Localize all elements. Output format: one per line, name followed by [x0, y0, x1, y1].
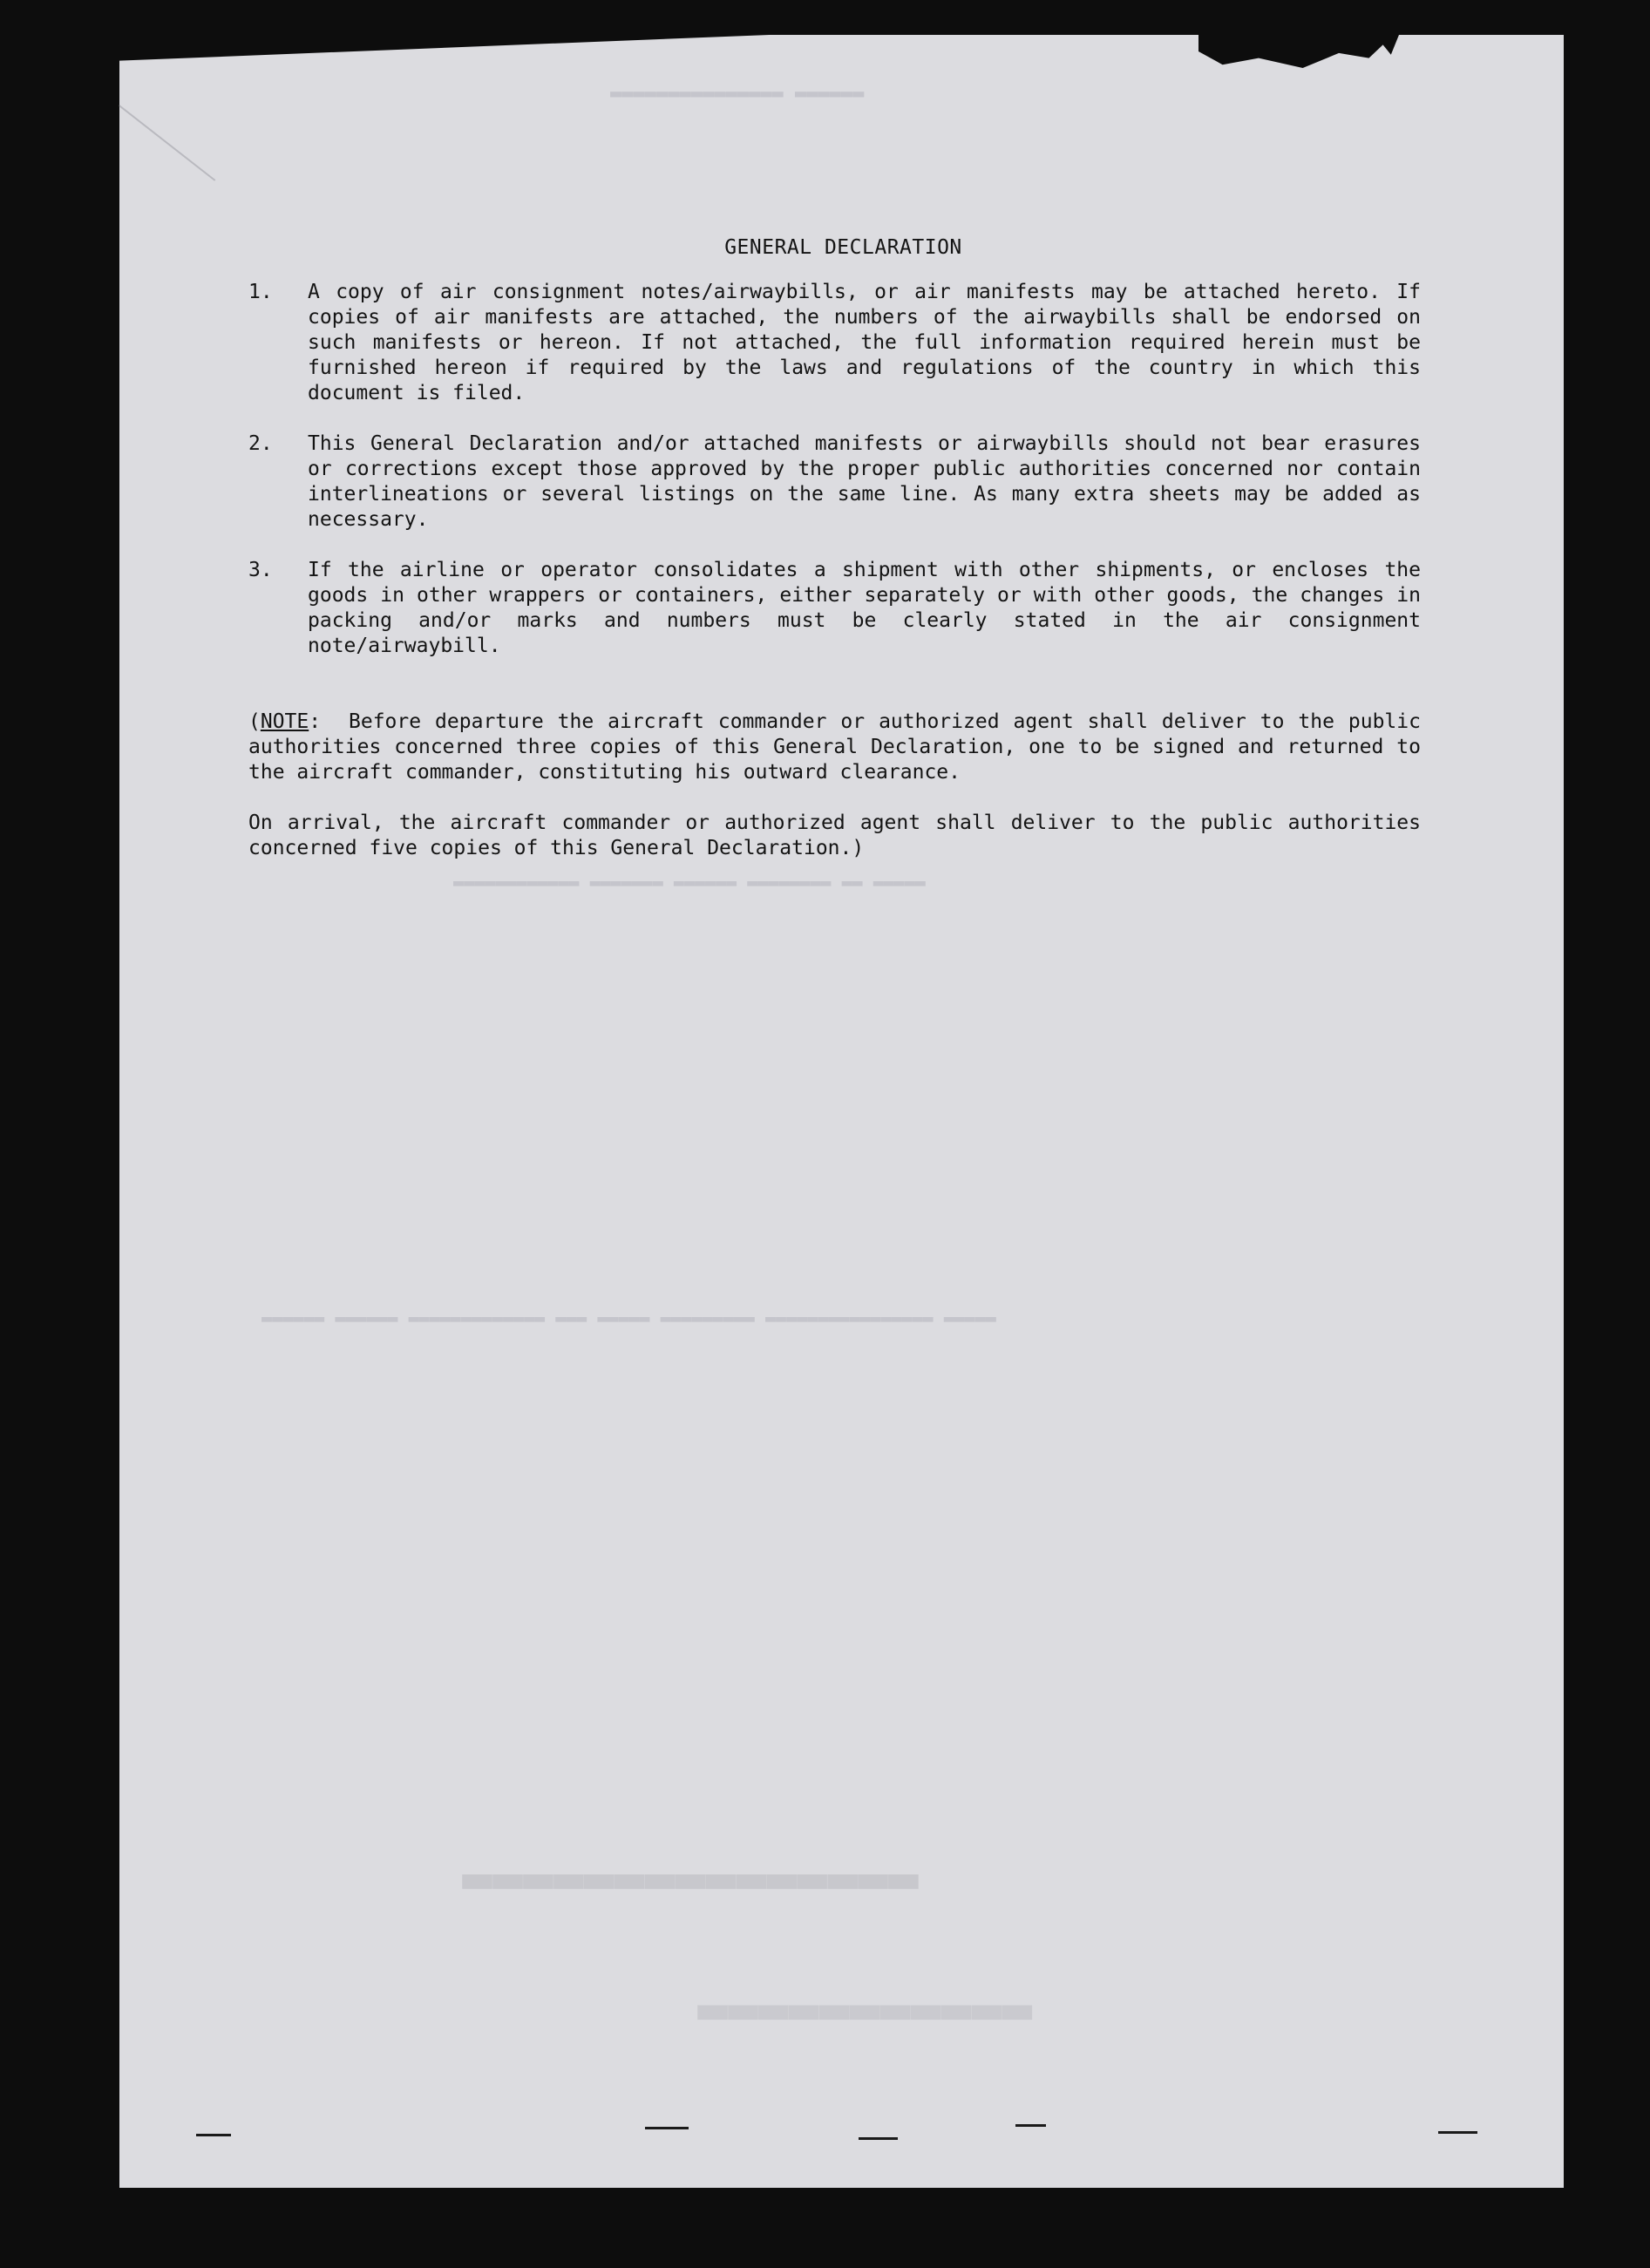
- note-text: Before departure the aircraft commander or authorized agent shall deliver to the public authorities concerned three copies of this General Declaration, one to be signed and returned to the aircraft commander, constituting his outward clearance.: [248, 710, 1421, 784]
- note-colon: :: [309, 710, 322, 733]
- bleed-through-text: ▬▬▬▬▬ ▬▬ ▬▬▬▬▬▬▬▬ ▬▬▬▬▬▬ ▬▬▬▬▬▬▬ ▬▬▬▬▬▬▬▬▬▬▬▬: [453, 872, 926, 893]
- item-text: If the airline or operator consolidates a shipment with other shipments, or encloses the goods in other wrappers or containers, either separately or with other goods, the changes in packing and/or marks and numbers must be clearly stated in the air consignment note/airwaybill.: [308, 559, 1421, 657]
- item-text: A copy of air consignment notes/airwaybills, or air manifests may be attached hereto. If copies of air manifests are attached, the numbers of the airwaybills shall be endorsed on such manifests or hereon. If not attached, the full information required herein must be furnished hereon if required by the laws and regulations of the country in which this document is filed.: [308, 281, 1421, 404]
- bleed-through-text: ▬▬▬▬▬ ▬▬▬▬▬▬▬▬▬▬▬▬▬▬▬▬ ▬▬▬▬▬▬▬▬▬ ▬▬▬▬▬ ▬▬▬ ▬▬▬▬▬▬▬▬▬▬▬▬▬ ▬▬▬▬▬▬ ▬▬▬▬▬▬: [261, 1307, 996, 1328]
- bleed-through-text: ▬▬▬▬▬▬ ▬▬▬▬▬▬▬▬▬▬▬▬▬▬▬: [610, 83, 865, 105]
- declaration-item: [248, 280, 1421, 406]
- declaration-body: [248, 235, 1421, 861]
- declaration-item: [248, 431, 1421, 533]
- arrival-paragraph: On arrival, the aircraft commander or authorized agent shall deliver to the public authorities concerned five copies of this General Declaration.): [248, 811, 1421, 859]
- document-title: GENERAL DECLARATION: [724, 236, 962, 259]
- scan-speck: [859, 2137, 898, 2140]
- scan-speck: [1015, 2124, 1046, 2127]
- note-label: NOTE: [260, 710, 309, 733]
- scan-speck: [1438, 2131, 1477, 2134]
- scan-speck: [196, 2134, 231, 2136]
- item-number: 1.: [248, 281, 273, 303]
- item-number: 2.: [248, 432, 273, 455]
- note-open-paren: (: [248, 710, 261, 733]
- scan-speck: [645, 2127, 689, 2129]
- declaration-item: [248, 558, 1421, 659]
- item-number: 3.: [248, 559, 273, 581]
- note-paragraph: [248, 710, 1421, 785]
- item-text: This General Declaration and/or attached manifests or airwaybills should not bear erasures or corrections except those approved by the proper public authorities concerned nor contain interlineations or several listings on the same line. As many extra sheets may be added as necessary.: [308, 432, 1421, 531]
